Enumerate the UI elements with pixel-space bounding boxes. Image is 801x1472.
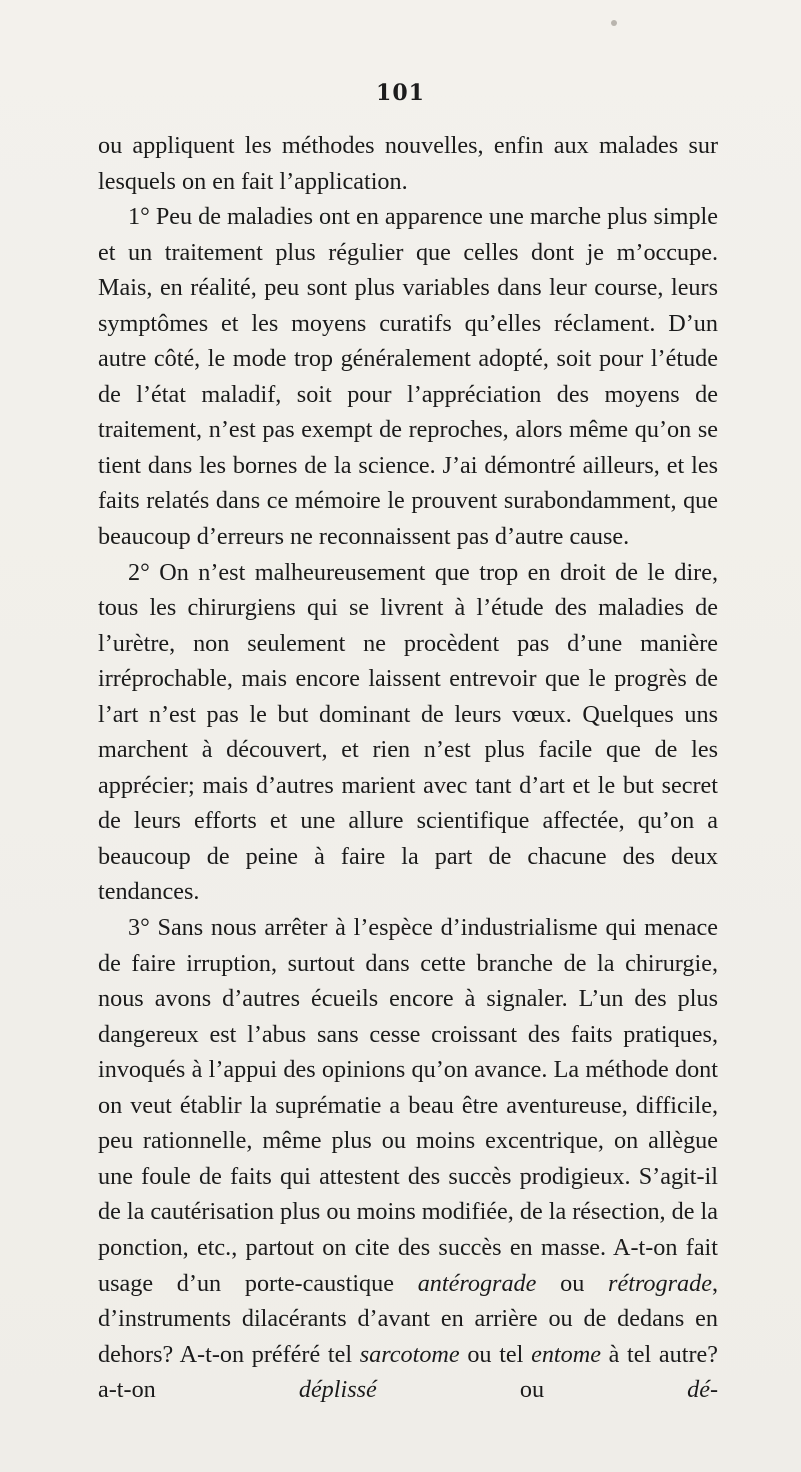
paragraph-point-3-text: ou (519, 1376, 545, 1404)
term-entome: entome (531, 1340, 601, 1368)
term-sarcotome: sarcotome (359, 1340, 460, 1368)
paragraph-point-3-text: , d’instruments dilacérants d’avant en arrière ou de dedans en dehors? A-t-on préféré tel (98, 1269, 719, 1368)
term-deplisse: déplissé (298, 1376, 377, 1404)
paragraph-point-3-text: à tel autre? a-t-on (98, 1340, 718, 1404)
term-anterograde: antérograde (417, 1269, 537, 1297)
paragraph-point-3-text: ou (560, 1269, 585, 1297)
page-number: 101 (376, 80, 425, 106)
paragraph-point-3 (98, 910, 718, 1408)
paragraph-point-3-text: 3° Sans nous arrêter à l’espèce d’industrialisme qui menace de faire irruption, surtout dans cette branche de la chirurgie, nous avons d’autres écueils encore à signaler. L’un des plus dangereux est l’abus sans cesse croissant des faits pratiques, invoqués à l’appui des opinions qu’on avance. La méthode dont on veut établir la suprématie a beau être aventureuse, difficile, peu rationnelle, même plus ou moins excentrique, on allègue une foule de faits qui attestent des succès prodigieux. S’agit-il de la cautérisation plus ou moins modifiée, de la résection, de la ponction, etc., partout on cite des succès en masse. A-t-on fait usage d’un porte-caustique (98, 914, 718, 1297)
paragraph-point-1: 1° Peu de maladies ont en apparence une marche plus simple et un traitement plus régulier que celles dont je m’occupe. Mais, en réalité, peu sont plus variables dans leur course, leurs symptômes et les moyens curatifs qu’elles réclament. D’un autre côté, le mode trop généralement adopté, soit pour l’étude de l’état maladif, soit pour l’appréciation des moyens de traitement, n’est pas exempt de reproches, alors même qu’on se tient dans les bornes de la science. J’ai démontré ailleurs, et les faits relatés dans ce mémoire le prouvent surabondamment, que beaucoup d’erreurs ne reconnaissent pas d’autre cause. (98, 203, 718, 551)
paper-speck (611, 20, 617, 26)
paragraph-intro: ou appliquent les méthodes nouvelles, enfin aux malades sur lesquels on en fait l’application. (98, 132, 718, 195)
paragraph-point-3-text: ou tel (467, 1340, 524, 1368)
term-de-hyphenated: dé- (687, 1376, 719, 1404)
term-retrograde: rétrograde (608, 1269, 712, 1297)
body-text (98, 128, 718, 1408)
paragraph-point-2: 2° On n’est malheureusement que trop en droit de le dire, tous les chirurgiens qui se livrent à l’étude des maladies de l’urètre, non seulement ne procèdent pas d’une manière irréprochable, mais encore laissent entrevoir que le progrès de l’art n’est pas le but dominant de leurs vœux. Quelques uns marchent à découvert, et rien n’est plus facile que de les apprécier; mais d’autres marient avec tant d’art et le but secret de leurs efforts et une allure scientifique affectée, qu’on a beaucoup de peine à faire la part de chacune des deux tendances. (98, 558, 718, 906)
